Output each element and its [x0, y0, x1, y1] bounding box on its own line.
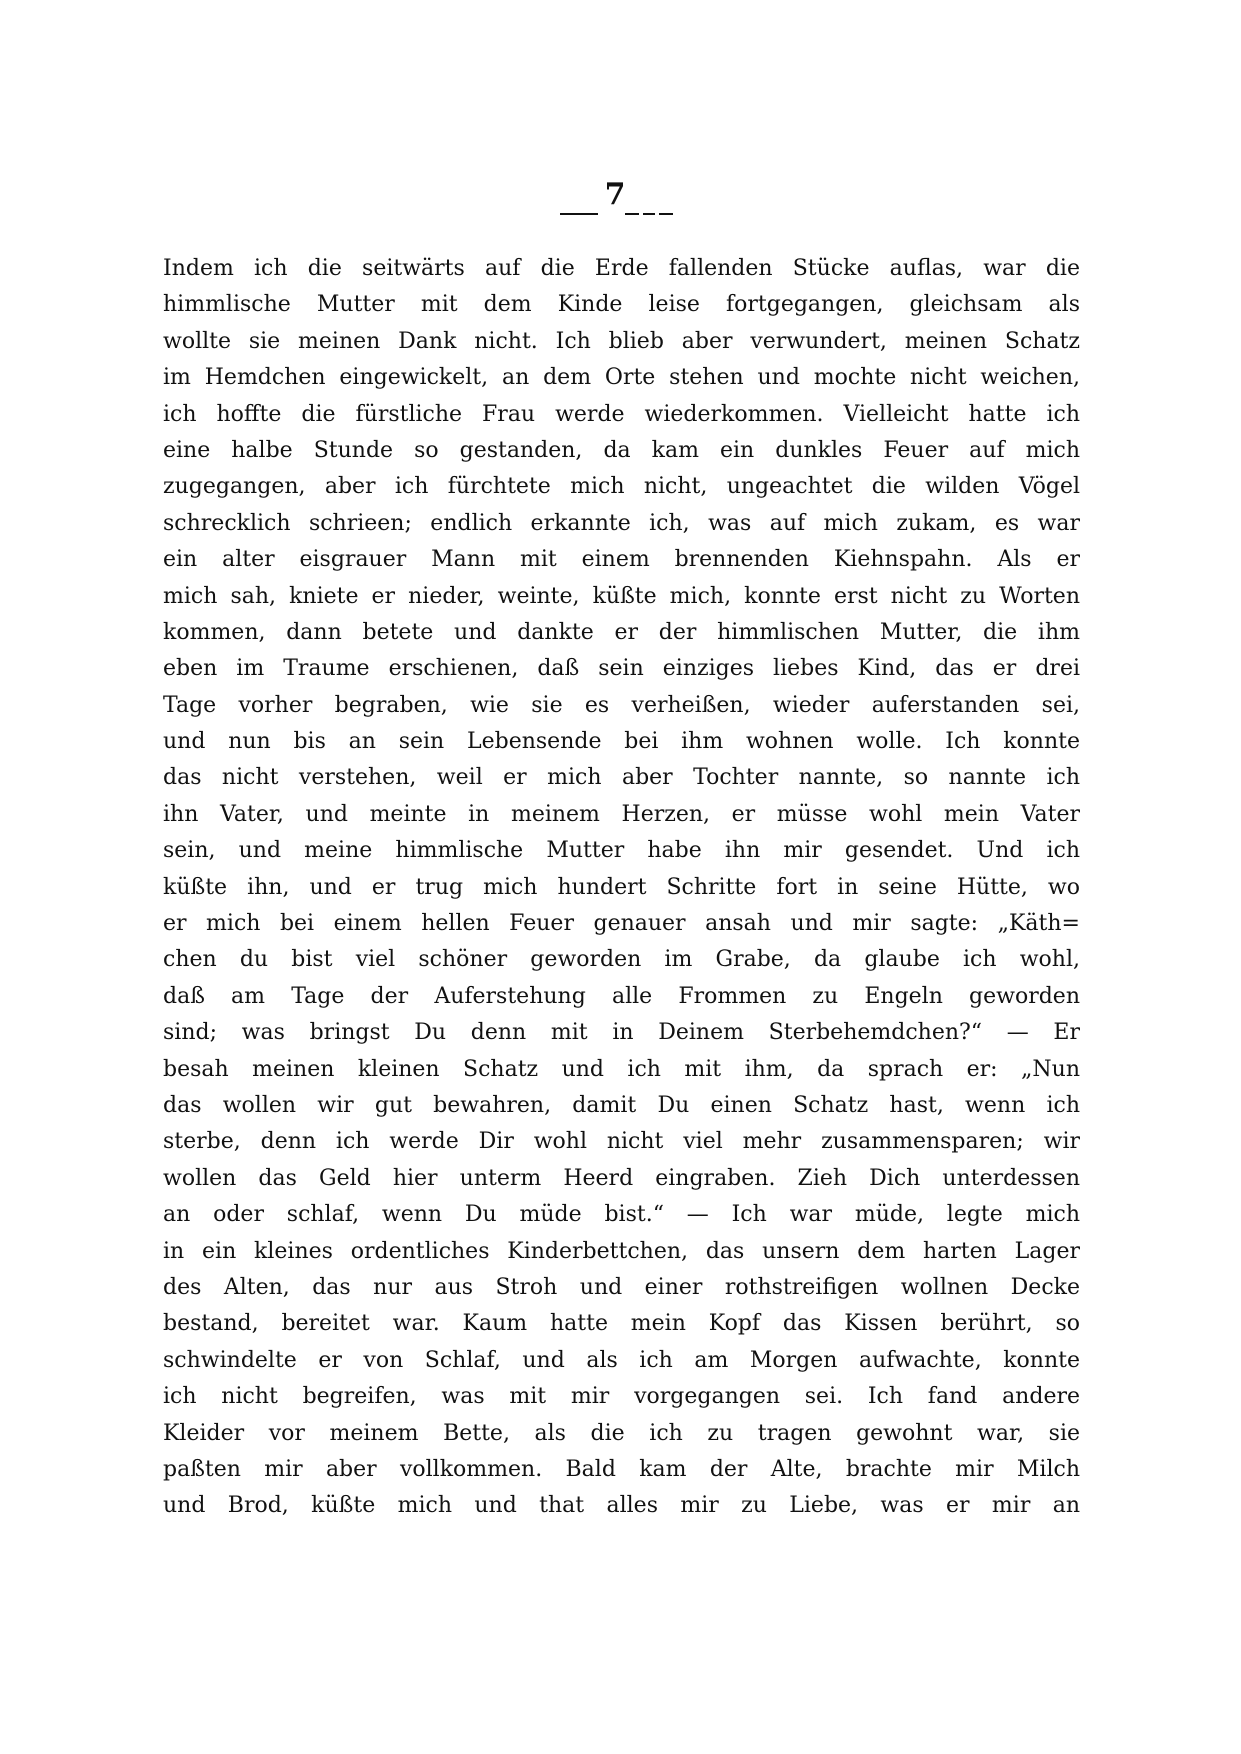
text-line: ihn Vater, und meinte in meinem Herzen, er müsse wohl mein Vater	[163, 801, 1080, 827]
text-line: ein alter eisgrauer Mann mit einem brennenden Kiehnspahn. Als er	[163, 547, 1080, 573]
text-line: mich sah, kniete er nieder, weinte, küßte mich, konnte erst nicht zu Worten	[163, 583, 1080, 609]
text-line: bestand, bereitet war. Kaum hatte mein Kopf das Kissen berührt, so	[163, 1311, 1080, 1337]
text-line: Indem ich die seitwärts auf die Erde fallenden Stücke auflas, war die	[163, 256, 1080, 281]
text-line: er mich bei einem hellen Feuer genauer ansah und mir sagte: „Käth=	[163, 911, 1080, 937]
text-line: sterbe, denn ich werde Dir wohl nicht viel mehr zusammensparen; wir	[163, 1129, 1080, 1155]
text-line: Tage vorher begraben, wie sie es verheißen, wieder auferstanden sei,	[163, 692, 1080, 718]
text-line: des Alten, das nur aus Stroh und einer rothstreifigen wollnen Decke	[163, 1274, 1080, 1300]
text-line: chen du bist viel schöner geworden im Grabe, da glaube ich wohl,	[163, 947, 1080, 973]
header-rule	[560, 213, 598, 215]
header-rule	[659, 213, 673, 215]
text-line: wollen das Geld hier unterm Heerd eingraben. Zieh Dich unterdessen	[163, 1165, 1080, 1191]
text-line: küßte ihn, und er trug mich hundert Schritte fort in seine Hütte, wo	[163, 874, 1080, 900]
text-line: eine halbe Stunde so gestanden, da kam ein dunkles Feuer auf mich	[163, 437, 1080, 463]
text-line: ich nicht begreifen, was mit mir vorgegangen sei. Ich fand andere	[163, 1384, 1080, 1410]
text-line: und nun bis an sein Lebensende bei ihm wohnen wolle. Ich konnte	[163, 729, 1080, 755]
text-line: das nicht verstehen, weil er mich aber Tochter nannte, so nannte ich	[163, 765, 1080, 791]
text-line: das wollen wir gut bewahren, damit Du einen Schatz hast, wenn ich	[163, 1092, 1080, 1118]
text-line: schrecklich schrieen; endlich erkannte ich, was auf mich zukam, es war	[163, 510, 1080, 536]
text-line: eben im Traume erschienen, daß sein einziges liebes Kind, das er drei	[163, 656, 1080, 682]
text-line: sind; was bringst Du denn mit in Deinem Sterbehemdchen?“ — Er	[163, 1020, 1080, 1046]
body-text	[163, 251, 1080, 1525]
text-line: wollte sie meinen Dank nicht. Ich blieb aber verwundert, meinen Schatz	[163, 328, 1080, 354]
page-header	[545, 178, 685, 218]
text-line: ich hoffte die fürstliche Frau werde wiederkommen. Vielleicht hatte ich	[163, 401, 1080, 427]
text-line: in ein kleines ordentliches Kinderbettchen, das unsern dem harten Lager	[163, 1238, 1080, 1264]
text-line: und Brod, küßte mich und that alles mir zu Liebe, was er mir an	[163, 1493, 1080, 1519]
page-number: 7	[604, 177, 626, 212]
text-line: im Hemdchen eingewickelt, an dem Orte stehen und mochte nicht weichen,	[163, 365, 1080, 391]
text-line: schwindelte er von Schlaf, und als ich am Morgen aufwachte, konnte	[163, 1347, 1080, 1373]
text-line: zugegangen, aber ich fürchtete mich nicht, ungeachtet die wilden Vögel	[163, 474, 1080, 500]
text-line: daß am Tage der Auferstehung alle Frommen zu Engeln geworden	[163, 983, 1080, 1009]
text-line: paßten mir aber vollkommen. Bald kam der Alte, brachte mir Milch	[163, 1456, 1080, 1482]
text-line: kommen, dann betete und dankte er der himmlischen Mutter, die ihm	[163, 619, 1080, 645]
header-rule	[625, 213, 639, 215]
text-line: besah meinen kleinen Schatz und ich mit ihm, da sprach er: „Nun	[163, 1056, 1080, 1082]
text-line: himmlische Mutter mit dem Kinde leise fortgegangen, gleichsam als	[163, 292, 1080, 318]
header-rule	[643, 213, 655, 215]
text-line: Kleider vor meinem Bette, als die ich zu tragen gewohnt war, sie	[163, 1420, 1080, 1446]
text-line: sein, und meine himmlische Mutter habe ihn mir gesendet. Und ich	[163, 838, 1080, 864]
text-line: an oder schlaf, wenn Du müde bist.“ — Ich war müde, legte mich	[163, 1202, 1080, 1228]
